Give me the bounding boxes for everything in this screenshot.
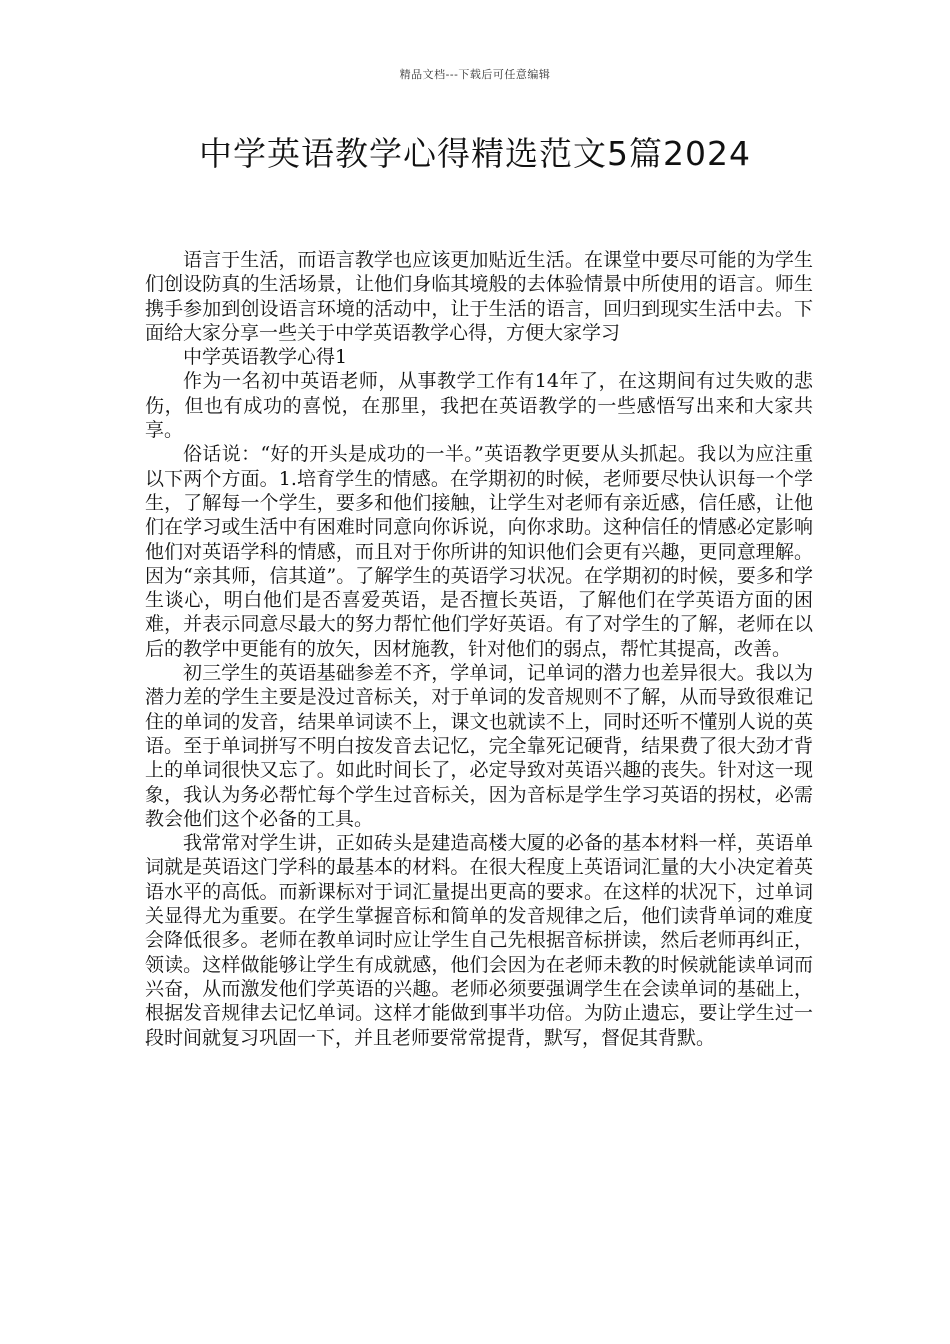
header-note: 精品文档---下载后可任意编辑 [399,68,551,81]
paragraph: 我常常对学生讲，正如砖头是建造高楼大厦的必备的基本材料一样，英语单词就是英语这门学科的最基本的材料。在很大程度上英语词汇量的大小决定着英语水平的高低。而新课标对于词汇量提出更高的要求。在这样的状况下，过单词关显得尤为重要。在学生掌握音标和简单的发音规律之后，他们读背单词的难度会降低很多。老师在教单词时应让学生自己先根据音标拼读，然后老师再纠正，领读。这样做能够让学生有成就感，他们会因为在老师未教的时候就能读单词而兴奋，从而激发他们学英语的兴趣。老师必须要强调学生在会读单词的基础上，根据发音规律去记忆单词。这样才能做到事半功倍。为防止遗忘，要让学生过一段时间就复习巩固一下，并且老师要常常提背，默写，督促其背默。 [145,832,813,1049]
paragraph: 俗话说：“好的开头是成功的一半。”英语教学更要从头抓起。我以为应注重以下两个方面。1.培育学生的情感。在学期初的时候，老师要尽快认识每一个学生，了解每一个学生，要多和他们接触，让学生对老师有亲近感，信任感，让他们在学习或生活中有困难时同意向你诉说，向你求助。这种信任的情感必定影响他们对英语学科的情感，而且对于你所讲的知识他们会更有兴趣，更同意理解。因为“亲其师，信其道”。了解学生的英语学习状况。在学期初的时候，要多和学生谈心，明白他们是否喜爱英语，是否擅长英语，了解他们在学英语方面的困难，并表示同意尽最大的努力帮忙他们学好英语。有了对学生的了解，老师在以后的教学中更能有的放矢，因材施教，针对他们的弱点，帮忙其提高，改善。 [145,443,813,660]
paragraph-intro: 语言于生活，而语言教学也应该更加贴近生活。在课堂中要尽可能的为学生们创设防真的生活场景，让他们身临其境般的去体验情景中所使用的语言。师生携手参加到创设语言环境的活动中，让于生活的语言，回归到现实生活中去。下面给大家分享一些关于中学英语教学心得，方便大家学习 [145,249,813,344]
document-body [145,248,813,1050]
paragraph: 作为一名初中英语老师，从事教学工作有14年了，在这期间有过失败的悲伤，但也有成功的喜悦，在那里，我把在英语教学的一些感悟写出来和大家共享。 [145,370,813,442]
paragraph: 初三学生的英语基础参差不齐，学单词，记单词的潜力也差异很大。我以为潜力差的学生主要是没过音标关，对于单词的发音规则不了解，从而导致很难记住的单词的发音，结果单词读不上，课文也就读不上，同时还听不懂别人说的英语。至于单词拼写不明白按发音去记忆，完全靠死记硬背，结果费了很大劲才背上的单词很快又忘了。如此时间长了，必定导致对英语兴趣的丧失。针对这一现象，我认为务必帮忙每个学生过音标关，因为音标是学生学习英语的拐杖，必需教会他们这个必备的工具。 [145,662,813,830]
section-heading-1: 中学英语教学心得1 [183,346,348,369]
document-title: 中学英语教学心得精选范文5篇2024 [199,134,751,173]
